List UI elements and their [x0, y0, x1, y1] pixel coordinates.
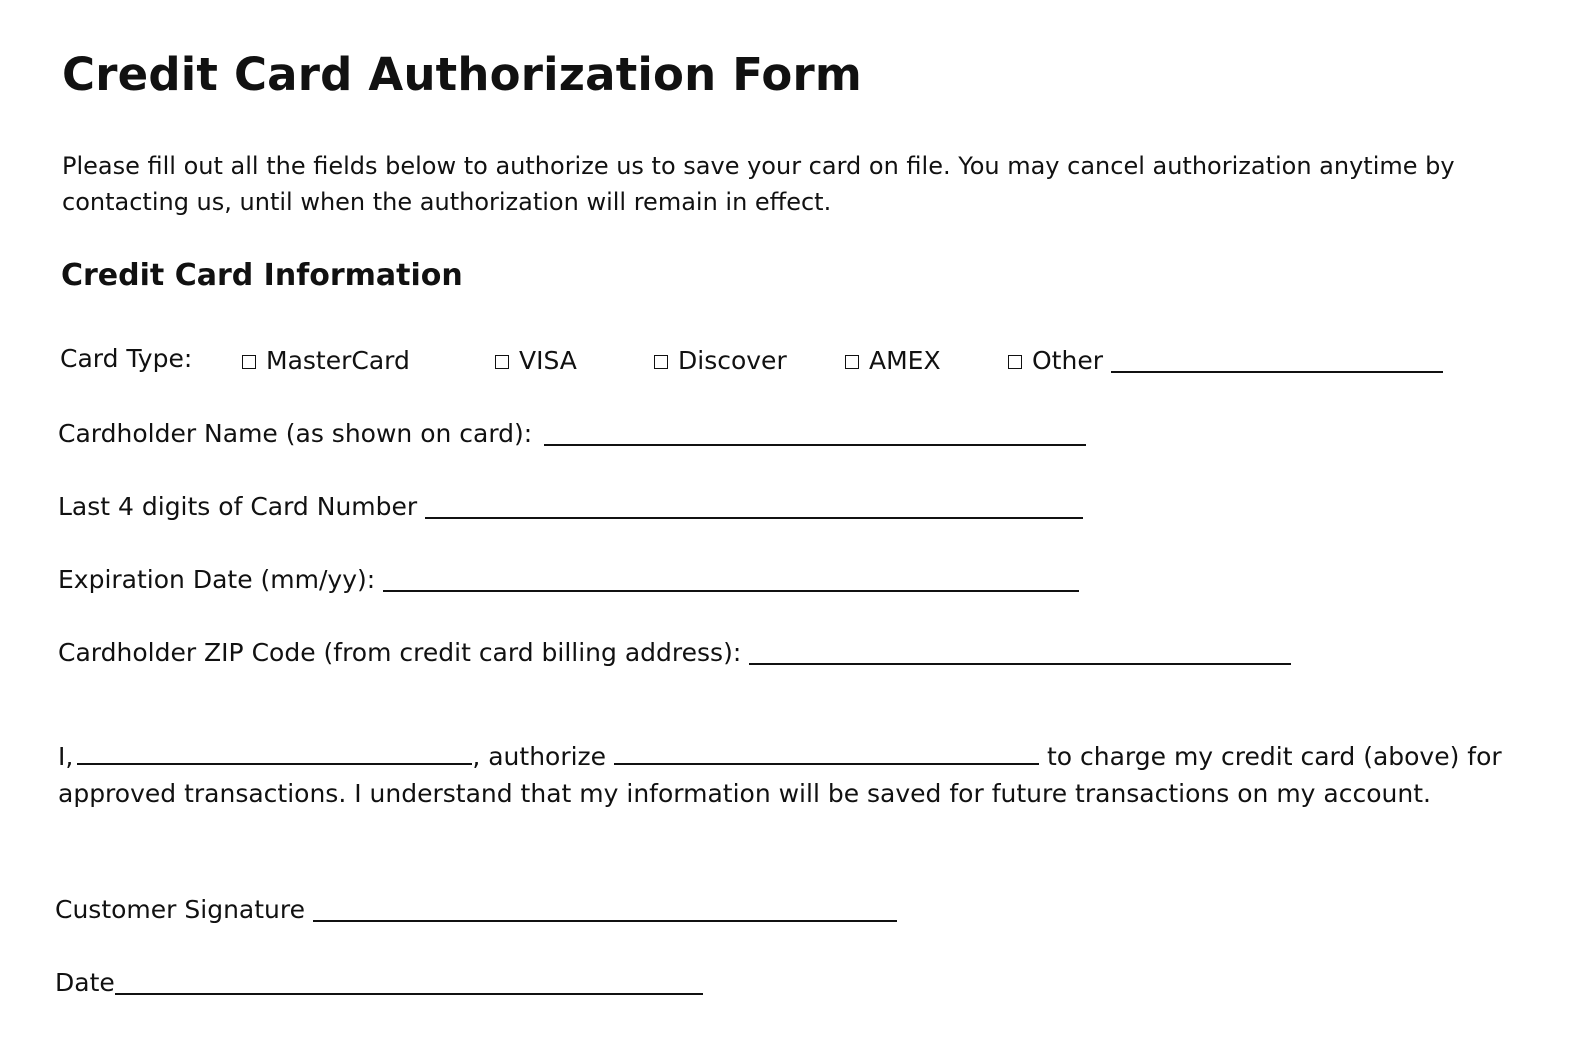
visa-checkbox[interactable] [495, 355, 509, 369]
amex-checkbox[interactable] [845, 355, 859, 369]
cardholder-name-row [58, 408, 1086, 448]
auth-part-charge: to charge my credit card (above) for approved transactions. I understand that my information will be saved for future transactions on my account. [58, 742, 1502, 808]
date-label: Date [55, 968, 115, 997]
card-type-option-discover[interactable] [654, 346, 787, 375]
last4-input[interactable] [425, 495, 1083, 519]
card-type-option-other[interactable] [1008, 346, 1443, 375]
cardholder-name-label: Cardholder Name (as shown on card): [58, 419, 533, 448]
discover-label: Discover [678, 346, 787, 375]
card-type-option-amex[interactable] [845, 346, 941, 375]
discover-checkbox[interactable] [654, 355, 668, 369]
zip-input[interactable] [749, 641, 1291, 665]
expiration-label: Expiration Date (mm/yy): [58, 565, 376, 594]
card-type-label: Card Type: [60, 344, 193, 373]
zip-row [58, 627, 1291, 667]
expiration-row [58, 554, 1079, 594]
mastercard-label: MasterCard [266, 346, 410, 375]
signature-label: Customer Signature [55, 895, 305, 924]
expiration-input[interactable] [383, 568, 1079, 592]
section-heading-credit-card-info: Credit Card Information [61, 258, 463, 293]
amex-label: AMEX [869, 346, 941, 375]
form-title: Credit Card Authorization Form [62, 48, 862, 101]
cardholder-name-input[interactable] [544, 422, 1086, 446]
other-card-type-input[interactable] [1111, 349, 1443, 373]
date-input[interactable] [115, 971, 703, 995]
auth-part-authorize: , authorize [472, 742, 607, 771]
card-type-option-mastercard[interactable] [242, 346, 410, 375]
merchant-name-input[interactable] [614, 741, 1039, 765]
auth-part-i: I, [58, 742, 74, 771]
intro-paragraph: Please fill out all the fields below to authorize us to save your card on file. You may cancel authorization anytime by contacting us, until when the authorization will remain in effect. [62, 152, 1455, 216]
card-type-row [58, 335, 1458, 375]
other-label: Other [1032, 346, 1103, 375]
date-row [55, 957, 703, 997]
card-type-option-visa[interactable] [495, 346, 577, 375]
authorization-statement [58, 738, 1528, 812]
last4-label: Last 4 digits of Card Number [58, 492, 418, 521]
last4-row [58, 481, 1083, 521]
signature-input[interactable] [313, 898, 897, 922]
customer-name-input[interactable] [77, 741, 472, 765]
mastercard-checkbox[interactable] [242, 355, 256, 369]
zip-label: Cardholder ZIP Code (from credit card billing address): [58, 638, 742, 667]
visa-label: VISA [519, 346, 577, 375]
signature-row [55, 884, 897, 924]
other-checkbox[interactable] [1008, 355, 1022, 369]
